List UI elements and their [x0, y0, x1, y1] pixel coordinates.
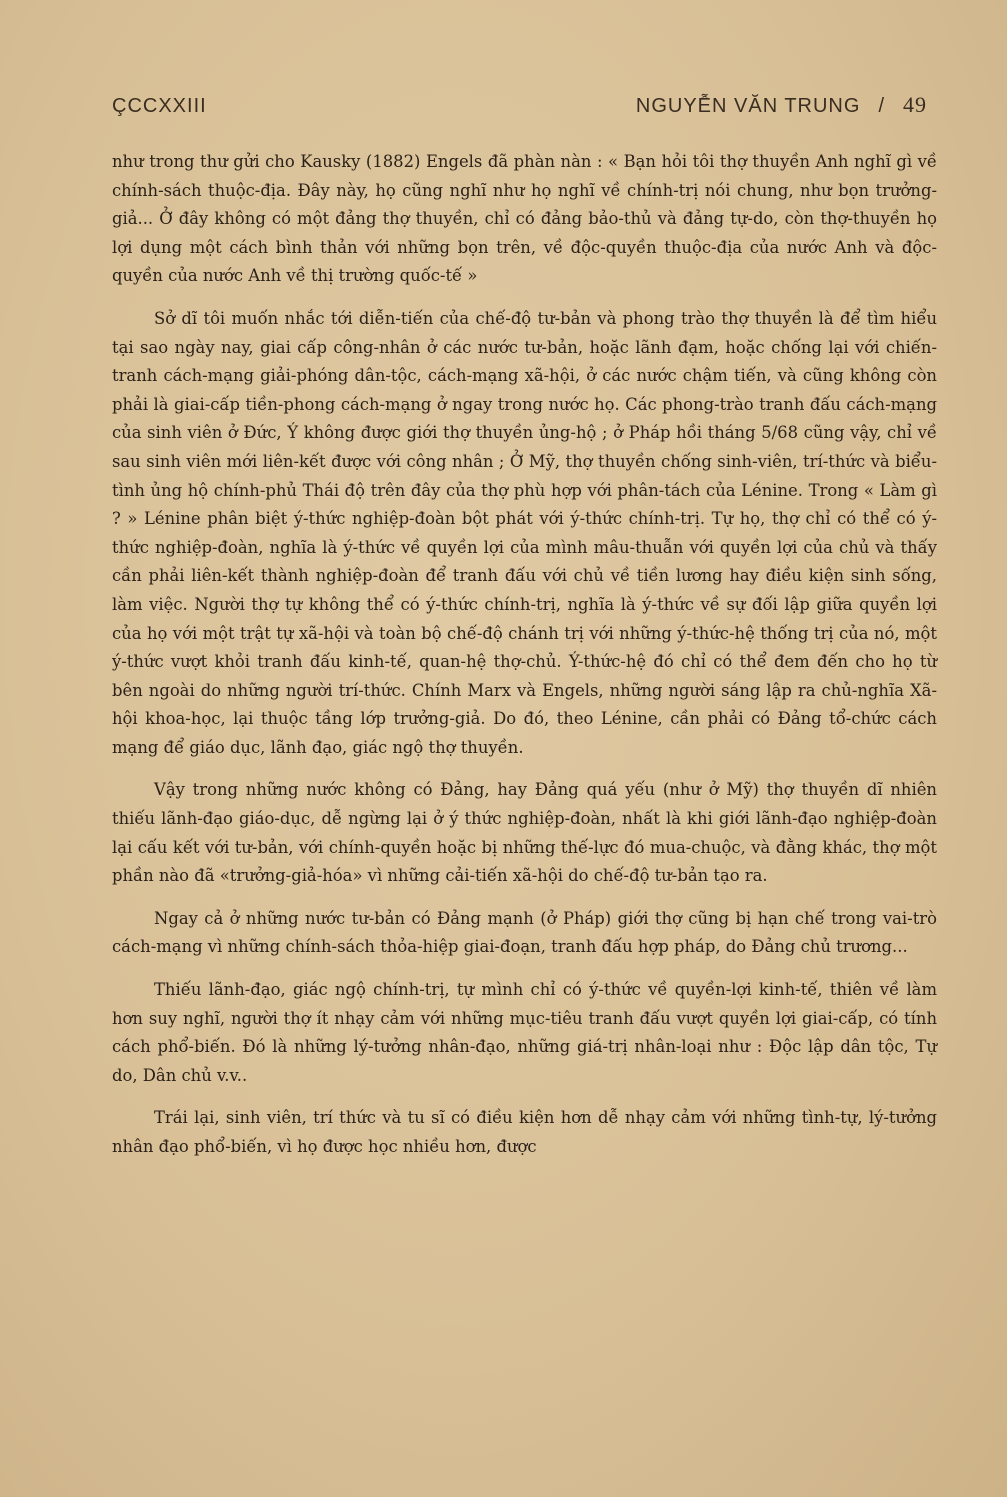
running-head: [112, 92, 937, 118]
paragraph: Ngay cả ở những nước tư-bản có Đảng mạnh (ở Pháp) giới thợ cũng bị hạn chế trong vai-trò cách-mạng vì những chính-sách thỏa-hiệp giai-đoạn, tranh đấu hợp pháp, do Đảng chủ trương...: [112, 908, 937, 957]
paragraph: Sở dĩ tôi muốn nhắc tới diễn-tiến của chế-độ tư-bản và phong trào thợ thuyền là để tìm hiểu tại sao ngày nay, giai cấp công-nhân ở các nước tư-bản, hoặc lãnh đạm, hoặc chống lại với chiến-tranh cách-mạng giải-phóng dân-tộc, cách-mạng xã-hội, ở các nước chậm tiến, và cũng không còn phải là giai-cấp tiền-phong cách-mạng ở ngay trong nước họ. Các phong-trào tranh đấu cách-mạng của sinh viên ở Đức, Ý không được giới thợ thuyền ủng-hộ ; ở Pháp hồi tháng 5/68 cũng vậy, chỉ về sau sinh viên mới liên-kết được với công nhân ; Ở Mỹ, thợ thuyền chống sinh-viên, trí-thức và biểu-tình ủng hộ chính-phủ Thái độ trên đây của thợ phù hợp với phân-tách của Lénine. Trong « Làm gì ? » Lénine phân biệt ý-thức nghiệp-đoàn bột phát với ý-thức chính-trị. Tự họ, thợ chỉ có thể có ý-thức nghiệp-đoàn, nghĩa là ý-thức về quyền lợi của mình mâu-thuẫn với quyền lợi của chủ và thấy cần phải liên-kết thành nghiệp-đoàn để tranh đấu với chủ về tiền lương hay điều kiện sinh sống, làm việc. Người thợ tự không thể có ý-thức chính-trị, nghĩa là ý-thức về sự đối lập giữa quyền lợi của họ với một trật tự xã-hội và toàn bộ chế-độ chánh trị với những ý-thức-hệ thống trị của nó, một ý-thức vượt khỏi tranh đấu kinh-tế, quan-hệ thợ-chủ. Ý-thức-hệ đó chỉ có thể đem đến cho họ từ bên ngoài do những người trí-thức. Chính Marx và Engels, những người sáng lập ra chủ-nghĩa Xã-hội khoa-học, lại thuộc tầng lớp trưởng-giả. Do đó, theo Lénine, cần phải có Đảng tổ-chức cách mạng để giáo dục, lãnh đạo, giác ngộ thợ thuyền.: [112, 308, 937, 757]
paragraph: Vậy trong những nước không có Đảng, hay Đảng quá yếu (như ở Mỹ) thợ thuyền dĩ nhiên thiếu lãnh-đạo giáo-dục, dễ ngừng lại ở ý thức nghiệp-đoàn, nhất là khi giới lãnh-đạo nghiệp-đoàn lại cấu kết với tư-bản, với chính-quyền hoặc bị những thế-lực đó mua-chuộc, và đằng khác, thợ một phần nào đã «trưởng-giả-hóa» vì những cải-tiến xã-hội do chế-độ tư-bản tạo ra.: [112, 780, 937, 886]
paragraph: Trái lại, sinh viên, trí thức và tu sĩ có điều kiện hơn dễ nhạy cảm với những tình-tự, lý-tưởng nhân đạo phổ-biến, vì họ được học nhiều hơn, được: [112, 1108, 937, 1156]
body-text: [112, 148, 937, 1162]
chapter-numeral: ÇCCXXIII: [112, 95, 207, 117]
author-name: NGUYỄN VĂN TRUNG: [635, 95, 861, 117]
paragraph: như trong thư gửi cho Kausky (1882) Engels đã phàn nàn : « Bạn hỏi tôi thợ thuyền Anh nghĩ gì về chính-sách thuộc-địa. Đây này, họ cũng nghĩ như họ nghĩ về chính-trị nói chung, như bọn trưởng-giả... Ở đây không có một đảng thợ thuyền, chỉ có đảng bảo-thủ và đảng tự-do, còn thợ-thuyền họ lợi dụng một cách bình thản với những bọn trên, về độc-quyền thuộc-địa của nước Anh và độc-quyền của nước Anh về thị trường quốc-tế »: [112, 152, 937, 286]
page-number: 49: [903, 92, 927, 117]
header-separator: /: [878, 95, 885, 117]
running-head-right: [636, 92, 927, 118]
paragraph: Thiếu lãnh-đạo, giác ngộ chính-trị, tự mình chỉ có ý-thức về quyền-lợi kinh-tế, thiên về làm hơn suy nghĩ, người thợ ít nhạy cảm với những mục-tiêu tranh đấu vượt quyền lợi giai-cấp, có tính cách phổ-biến. Đó là những lý-tưởng nhân-đạo, những giá-trị nhân-loại như : Độc lập dân tộc, Tự do, Dân chủ v.v..: [112, 980, 937, 1085]
